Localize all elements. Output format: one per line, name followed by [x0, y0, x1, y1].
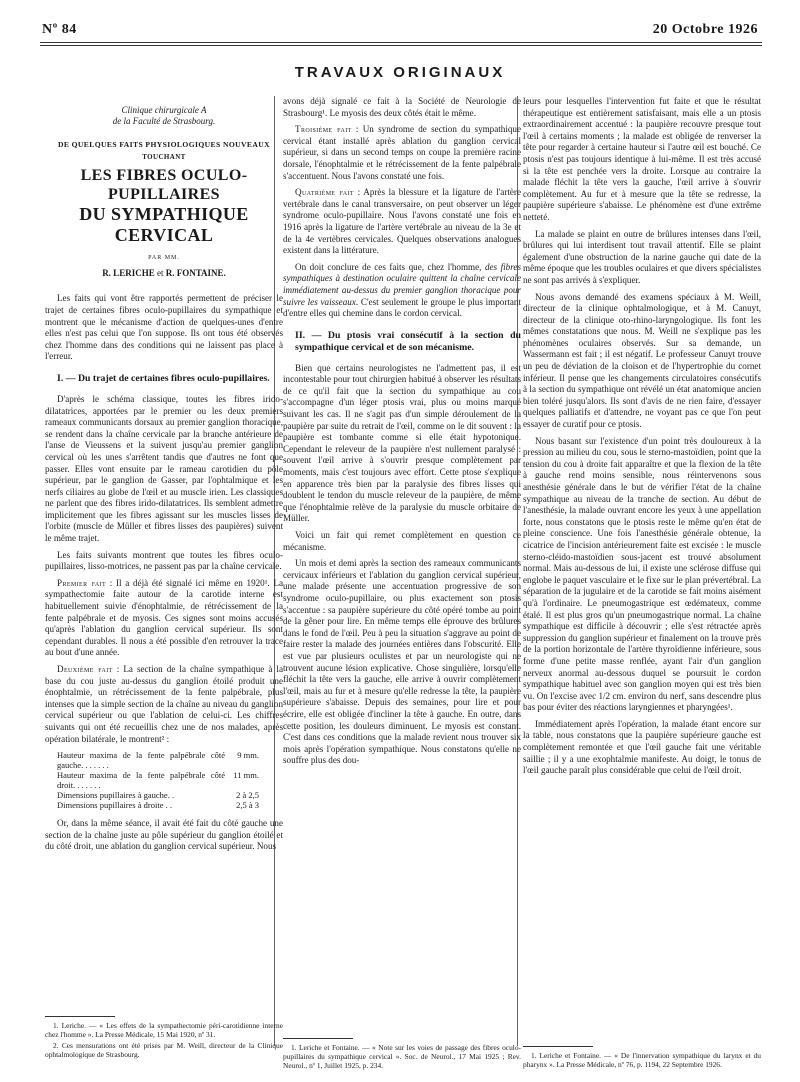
footnotes-column-3	[523, 1040, 761, 1071]
author-leriche: R. LERICHE	[102, 267, 155, 278]
paragraph-conclusion: On doit conclure de ces faits que, chez l'homme, des fibres sympathiques à destination oculaire quittent la chaîne cervicale immédiatement au-dessus du premier ganglion thoracique pour suivre les vaisseaux. C'est seulement le groupe le plus important d'entre elles qui chemine dans le cordon cervical.	[283, 261, 521, 319]
footnote-2: 2. Ces mensurations ont été prises par M. Weill, directeur de la Clinique ophtalmologique de Strasbourg.	[45, 1041, 283, 1059]
authors-et: et	[156, 267, 164, 278]
paragraph: Les faits suivants montrent que toutes les fibres oculo-pupillaires, lisso-motrices, ne passent pas par la chaîne cervicale.	[45, 549, 283, 572]
paragraph: Immédiatement après l'opération, la malade étant encore sur la table, nous constatons que la paupière supérieure gauche est complètement remontée et que l'œil gauche fait une véritable saillie ; il y a une exophtalmie manifeste. Au doigt, le tonus de l'œil gauche paraît plus considérable que celui de l'œil droit.	[523, 718, 761, 776]
table-row: Hauteur maxima de la fente palpébrale côté droit. . . . . . . 11 mm.	[57, 770, 259, 791]
paragraph: Bien que certains neurologistes ne l'admettent pas, il est incontestable pour tout chirurgien habitué à observer les résultats de ce qu'il fait que la section du sympathique au cou s'accompagne d'un léger ptosis vrai, plus ou moins marqué suivant les cas. Il ne s'agit pas d'un simple déroulement de la paupière par suite du retrait de l'œil, comme on le dit souvent : la paupière est tombante comme si elle était hypotonique. Cependant le releveur de la paupière n'est nullement paralysé : souvent l'œil arrive à s'ouvrir presque complètement par moments, mais c'est toujours avec effort. Cette ptose s'explique en apparence très bien par la paralysie des fibres lisses qui doublent le tendon du muscle releveur de la paupière, de même que l'énophtalmie relève de la paralysie du muscle orbitaire de Müller.	[283, 362, 521, 524]
paragraph: avons déjà signalé ce fait à la Société de Neurologie de Strasbourg¹. Le myosis des deux côtés était le même.	[283, 96, 521, 118]
section-title: TRAVAUX ORIGINAUX	[294, 64, 506, 81]
clinique-affiliation	[45, 105, 283, 127]
footnote-rule	[283, 1038, 353, 1039]
paragraph: leurs pour lesquelles l'intervention fut faite et que le résultat thérapeutique est entièrement satisfaisant, mais elle a un ptosis extraordinairement accentué : la paupière recouvre presque tout l'œil à certains moments ; la malade est obligée de renverser la tête pour regarder à certaine hauteur si l'autre œil est bouché. Ce ptosis n'est pas toujours identique à lui-même. Il est très accusé si la tête est penchée vers la droite. Lorsque au contraire la malade fléchit la tête vers la gauche, l'œil arrive à s'ouvrir complètement. Au fur et à mesure que la tête se redresse, la paupière supérieure s'abaisse. Le phénomène est d'une extrême netteté.	[523, 96, 761, 222]
fait-label: Quatrième fait	[295, 187, 355, 198]
issue-number: Nº 84	[42, 22, 77, 37]
fait-label: Troisième fait	[295, 124, 352, 135]
footnote-1: 1. Leriche. — « Les effets de la sympathectomie péri-carotidienne interne chez l'homme ». La Presse Médicale, 15 Mai 1920, nº 31.	[45, 1021, 283, 1039]
table-row: Dimensions pupillaires à gauche. . 2 à 2,5	[57, 790, 259, 801]
paragraph: La malade se plaint en outre de brûlures intenses dans l'œil, brûlures qui lui interdisent tout travail attentif. Elle se plaint également d'une obstruction de la narine gauche qui date de la même époque que les troubles oculaires et que divers spécialistes ne sont pas arrivés à s'expliquer.	[523, 228, 761, 285]
article-subtitle-touchant: TOUCHANT	[142, 152, 186, 161]
paragraph: Nous basant sur l'existence d'un point très douloureux à la pression au milieu du cou, sous le sterno-mastoïdien, point que la tension du cou à droite fait apparaître et que la flexion de la tête à gauche rend moins sensible, nous réintervenons sous anesthésie générale dans le but de vérifier l'état de la chaîne sympathique au niveau de la tranche de section. Au début de l'anesthésie, la malade ouvrant encore les yeux à une appellation forte, nous constatons que le ptosis reste le même qu'en état de pleine conscience. Une fois l'anesthésie générale obtenue, la cicatrice de l'incision antérieurement faite est excisée : le muscle sterno-cléido-mastoïdien sous-jacent est trouvé absolument normal. Mais au-dessous de lui, il existe une sclérose diffuse qui englobe le paquet vasculaire et le fixe sur le plan prévertébral. La séparation de la jugulaire et de la carotide se fait moins aisément qu'à l'ordinaire. Le pneumogastrique est œdémateux, comme étalé. Il est plus gros qu'un pneumogastrique normal. La chaîne sympathique est difficile à découvrir ; elle s'est rétractée après suppression du ganglion supérieur et finalement on la trouve près de la portion horizontale de l'artère thyroïdienne inférieure, sous forme d'une petite masse renflée, ayant l'air d'un ganglion nerveux anormal au-dessous duquel se poursuit le cordon sympathique habituel avec son ganglion moyen qui est très bien vu. On l'excise avec 1/2 cm. environ du nerf, sans descendre plus bas pour éviter des réactions laryngiennes et pharyngées¹.	[523, 435, 761, 713]
footnotes-column-1	[45, 1010, 283, 1061]
section-heading-1: I. — Du trajet de certaines fibres oculo-pupillaires.	[57, 372, 270, 384]
article-title-line-1: LES FIBRES OCULO-PUPILLAIRES	[80, 167, 248, 204]
paragraph: Nous avons demandé des examens spéciaux à M. Weill, directeur de la clinique ophtalmologique, et à M. Canuyt, directeur de la clinique oto-rhino-laryngologique. Ils font les mêmes constatations que nous. M. Weill ne s'explique pas les phénomènes oculaires observés. Sur sa demande, un Wassermann est fait ; il est négatif. Le professeur Canuyt trouve un peu de déviation de la cloison et de l'hypertrophie du cornet inférieur. Il pense que les changements circulatoires consécutifs à la section du sympathique ont révélé un état anatomique ancien bien toléré jusqu'alors. Ils sont d'avis de ne rien faire, d'essayer quelques palliatifs et d'attendre, ne voyant pas ce que l'on peut essayer de curatif pour ce ptosis.	[523, 291, 761, 430]
intro-paragraph: Les faits qui vont être rapportés permettent de préciser le trajet de certaines fibres oculo-pupillaires du sympathique et montrent que le mécanisme d'action de quelques-unes d'entre elles n'est pas celui que l'on suppose. Ils ont tous été observés chez l'homme dans des conditions qui ne laissent pas place à l'erreur.	[45, 293, 283, 362]
paragraph-fait-1: Premier fait : Il a déjà été signalé ici même en 1920¹. La sympathectomie faite autour de la carotide interne est habituellement suivie d'énophtalmie, de rétrécissement de la fente palpébrale et de myosis. Ces signes sont moins accusés qu'après l'ablation du ganglion cervical supérieur. Ils sont cependant durables. Il nous a été possible d'en retrouver la trace au bout d'une année.	[45, 577, 283, 658]
paragraph-fait-2: Deuxième fait : La section de la chaîne sympathique à la base du cou juste au-dessus du ganglion étoilé produit une énophtalmie, un rétrécissement de la fente palpébrale, plus intenses que la simple section de la chaîne au niveau du ganglion cervical supérieur ou que l'ablation de celui-ci. Les chiffres suivants qui ont été recueillis chez une de nos malades, après opération bilatérale, le montrent² :	[45, 664, 283, 744]
footnote-1: 1. Leriche et Fontaine. — « De l'innervation sympathique du larynx et du pharynx ». La Presse Médicale, nº 76, p. 1194, 22 Septembre 1926.	[523, 1051, 761, 1069]
footnote-1: 1. Leriche et Fontaine. — « Note sur les voies de passage des fibres oculo-pupillaires du sympathique cervical ». Soc. de Neurol., 17 Mai 1925 ; Rev. Neurol., nº 1, Juillet 1925, p. 234.	[283, 1043, 521, 1070]
section-heading-2: II. — Du ptosis vrai consécutif à la section du sympathique cervical et de son mécanisme.	[295, 329, 521, 353]
header-rule-top	[40, 42, 762, 43]
paragraph: D'après le schéma classique, toutes les fibres irido-dilatatrices, apportées par le premier ou les deux premiers rameaux communicants dorsaux au premier ganglion thoracique, se rendent dans la chaîne cervicale par la branche antérieure de l'anse de Vieussens et la suivent jusqu'au premier ganglion cervical où les unes s'arrêtent tandis que d'autres ne font que passer. Elles vont ensuite par le rameau carotidien du pôle supérieur, par le ganglion de Gasser, par l'ophtalmique et les nerfs ciliaires au globe de l'œil et au muscle irien. Les classiques ne parlent que des fibres irido-dilatatrices. Ils semblent admettre implicitement que les fibres agissant sur les muscles lisses de l'orbite (muscle de Müller et fibres lisses des paupières) suivent le même trajet.	[45, 393, 283, 544]
authors	[45, 268, 283, 280]
footnotes-column-2	[283, 1032, 521, 1072]
fait-label: Premier fait	[57, 577, 107, 588]
table-row: Hauteur maxima de la fente palpébrale côté gauche. . . . . . . 9 mm.	[57, 750, 259, 771]
clinique-line-2: de la Faculté de Strasbourg.	[112, 116, 216, 126]
fait-label: Deuxième fait	[57, 664, 113, 674]
column-2	[283, 96, 521, 1061]
clinique-line-1: Clinique chirurgicale A	[121, 105, 207, 115]
footnote-rule	[523, 1046, 593, 1047]
author-fontaine: R. FONTAINE.	[165, 267, 226, 278]
issue-date: 20 Octobre 1926	[652, 22, 758, 37]
paragraph-fait-4: Quatrième fait : Après la blessure et la ligature de l'artère vertébrale dans le canal transversaire, on peut observer un léger syndrome oculo-pupillaire. Nous l'avons constaté une fois en 1916 après la ligature de l'artère vertébrale au niveau de la 3e et de la 4e vertèbres cervicales. Quelques observations analogues existent dans la littérature.	[283, 187, 521, 256]
paragraph: Voici un fait qui remet complètement en question ce mécanisme.	[283, 530, 521, 552]
conclusion-emphasis: des fibres sympathiques à destination oculaire quittent la chaîne cervicale immédiatement au-dessus du premier ganglion thoracique pour suivre les vaisseaux	[283, 261, 521, 307]
par-mm: PAR MM.	[148, 255, 180, 262]
paragraph-fait-3: Troisième fait : Un syndrome de section du sympathique cervical étant installé après ablation du ganglion cervical supérieur, si dans un second temps on coupe la première racine dorsale, l'énophtalmie et le rétrécissement de la fente palpébrale s'accentuent. Nous l'avons constaté une fois.	[283, 124, 521, 181]
paragraph: Or, dans la même séance, il avait été fait du côté gauche une section de la chaîne juste au pôle supérieur du ganglion étoilé et du côté droit, une ablation du ganglion cervical supérieur. Nous	[45, 818, 283, 852]
article-title-line-2: DU SYMPATHIQUE CERVICAL	[79, 204, 249, 246]
measurements-table	[57, 750, 259, 810]
footnote-rule	[45, 1016, 115, 1017]
column-3	[523, 96, 761, 1061]
column-1	[45, 100, 283, 1065]
header-rule-bottom	[40, 45, 762, 46]
paragraph: Un mois et demi après la section des rameaux communicants cervicaux inférieurs et l'ablation du ganglion cervical supérieur, une malade présente une accentuation progressive de son syndrome oculo-pupillaire, ou plus exactement son ptosis s'accentue : sa paupière supérieure du côté opéré tombe au point de la gêner pour lire. En même temps elle éprouve des brûlures dans le fond de l'œil. Peu à peu la situation s'aggrave au point de faire rester la malade des journées entières dans l'obscurité. Elle est vue par plusieurs oculistes et par un neurologiste qui ne trouvent aucune lésion explicative. Chose singulière, lorsqu'elle fléchit la tête vers la gauche, elle arrive à ouvrir complètement l'œil, mais au fur et à mesure qu'elle redresse la tête, la paupière supérieure s'abaisse. Depuis des semaines, pour lire et pour écrire, elle est obligée d'incliner la tête à gauche. En outre, dans cette position, les douleurs diminuent. Le myosis est constant. C'est dans ces conditions que la malade revient nous trouver six mois après l'opération sympathique. Nous constatons qu'elle ne souffre plus des dou-	[283, 558, 521, 766]
table-row: Dimensions pupillaires à droite . . 2,5 à 3	[57, 800, 259, 811]
article-subtitle: DE QUELQUES FAITS PHYSIOLOGIQUES NOUVEAUX	[57, 140, 271, 149]
